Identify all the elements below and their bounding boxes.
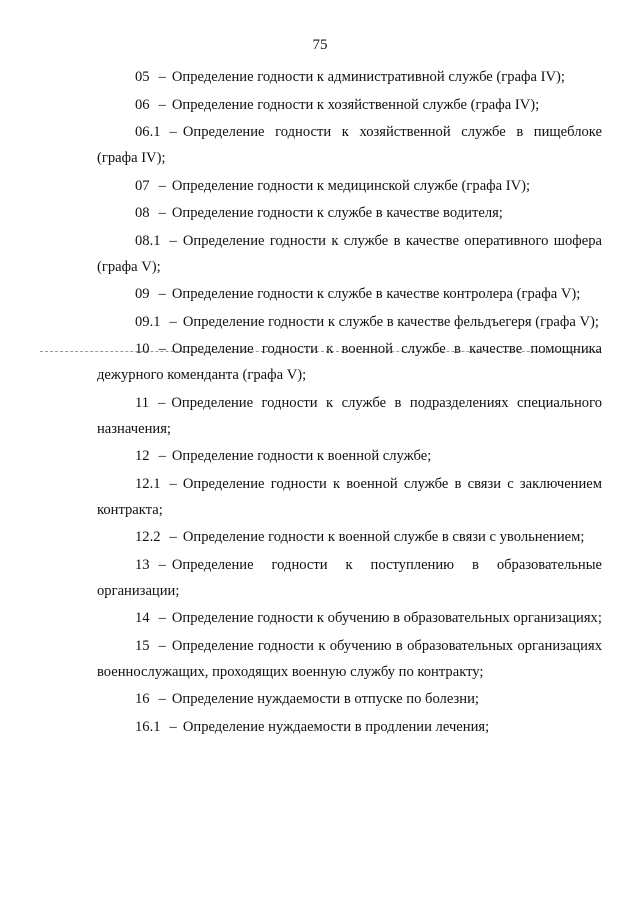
item-dash: – [158,69,166,85]
list-item [97,228,602,280]
item-code: 11 [135,394,150,411]
list-item [97,471,602,523]
item-code: 15 [135,637,150,654]
item-text: Определение годности к службе в качестве оперативного шофера (графа V); [97,232,602,275]
item-text: Определение нуждаемости в продлении лечения; [182,718,490,735]
item-dash: – [169,232,177,249]
item-code: 05 [135,69,150,85]
item-text: Определение годности к службе в качестве фельдъегеря (графа V); [182,313,599,330]
item-dash: – [158,637,166,654]
list-item [97,524,602,550]
list-item [97,633,602,685]
item-text: Определение годности к службе в качестве контролера (графа V); [171,286,581,302]
item-dash: – [169,529,177,545]
list-item [97,605,602,631]
item-text: Определение годности к хозяйственной службе (графа IV); [171,96,540,113]
item-dash: – [158,96,166,113]
item-text: Определение годности к административной службе (графа IV); [171,69,565,85]
item-code: 07 [135,177,150,194]
item-dash: – [169,475,177,492]
item-dash: – [169,718,177,735]
list-item [97,119,602,171]
item-list [97,64,602,741]
item-text: Определение годности к поступлению в образовательные организации; [97,556,602,599]
item-code: 16 [135,691,150,707]
item-code: 13 [135,556,150,573]
item-code: 16.1 [135,718,161,735]
list-item [97,200,602,226]
list-item [97,173,602,199]
item-code: 12.1 [135,475,161,492]
item-text: Определение годности к медицинской службе (графа IV); [171,177,531,194]
item-dash: – [158,394,166,411]
item-text: Определение годности к военной службе в связи с увольнением; [182,529,585,545]
list-item [97,714,602,740]
item-dash: – [158,556,166,573]
item-dash: – [158,448,166,464]
item-code: 12 [135,448,150,464]
item-code: 14 [135,610,150,626]
item-text: Определение годности к службе в подразделениях специального назначения; [97,394,602,437]
item-dash: – [169,124,177,140]
list-item [97,552,602,604]
item-text: Определение нуждаемости в отпуске по болезни; [171,691,479,707]
item-text: Определение годности к обучению в образовательных организациях; [171,610,602,626]
list-item [97,64,602,90]
item-code: 09 [135,286,150,302]
page-number: 75 [312,37,328,53]
item-code: 08.1 [135,232,161,249]
item-text: Определение годности к военной службе в качестве помощника дежурного коменданта (графа V); [97,341,602,383]
item-dash: – [158,691,166,707]
item-dash: – [158,610,166,626]
item-text: Определение годности к военной службе в связи с заключением контракта; [97,475,602,518]
item-code: 08 [135,205,150,221]
item-code: 09.1 [135,313,161,330]
list-item [97,92,602,118]
item-text: Определение годности к хозяйственной службе в пищеблоке (графа IV); [97,124,602,166]
item-code: 10 [135,341,150,357]
list-item [97,443,602,469]
item-code: 06 [135,96,150,113]
list-item [97,281,602,307]
item-text: Определение годности к службе в качестве водителя; [171,205,503,221]
item-dash: – [169,313,177,330]
item-dash: – [158,341,166,357]
item-text: Определение годности к обучению в образовательных организациях военнослужащих, проходящих военную службу по контракту; [97,637,602,680]
item-dash: – [158,177,166,194]
list-item [97,390,602,442]
list-item [97,309,602,335]
item-dash: – [158,286,166,302]
item-dash: – [158,205,166,221]
list-item [97,686,602,712]
list-item [97,336,602,388]
item-code: 06.1 [135,124,161,140]
item-text: Определение годности к военной службе; [171,448,432,464]
item-code: 12.2 [135,529,161,545]
